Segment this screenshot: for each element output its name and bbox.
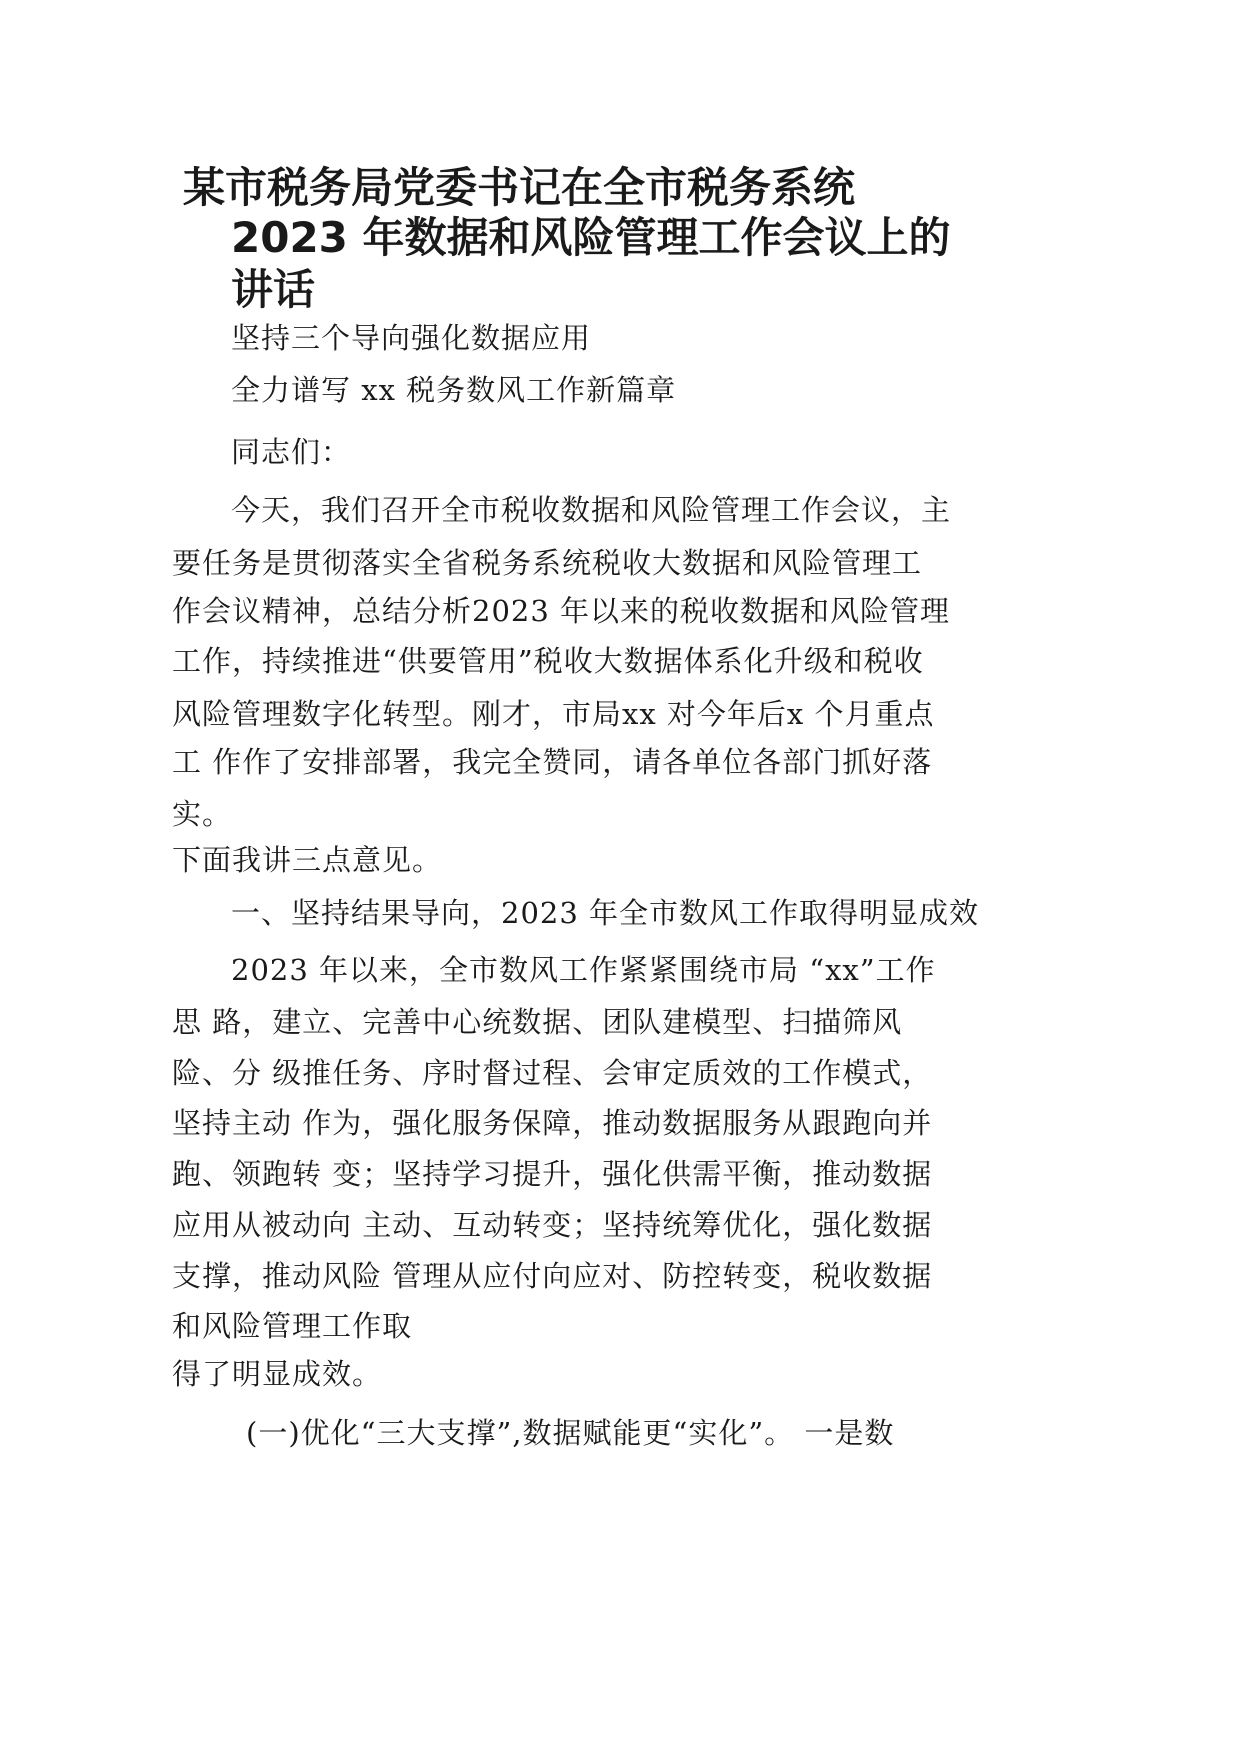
salutation: 同志们： bbox=[231, 435, 352, 469]
paragraph1-line-1: 今天，我们召开全市税收数据和风险管理工作会议，主 bbox=[231, 493, 952, 527]
subsection1-line: (一)优化“三大支撑”,数据赋能更“实化”。 一是数 bbox=[246, 1416, 895, 1450]
paragraph3-line-2: 思 路，建立、完善中心统数据、团队建模型、扫描筛风 bbox=[172, 1005, 903, 1039]
document-title-line-1: 某市税务局党委书记在全市税务系统 bbox=[183, 163, 856, 212]
paragraph3-line-3: 险、分 级推任务、序时督过程、会审定质效的工作模式， bbox=[172, 1056, 933, 1090]
paragraph3-line-8: 和风险管理工作取 bbox=[172, 1309, 413, 1343]
document-title-line-3: 讲话 bbox=[231, 265, 316, 314]
paragraph3-line-1: 2023 年以来，全市数风工作紧紧围绕市局 “xx”工作 bbox=[231, 953, 936, 987]
paragraph2: 下面我讲三点意见。 bbox=[172, 843, 443, 877]
paragraph3-line-5: 跑、领跑转 变；坚持学习提升，强化供需平衡，推动数据 bbox=[172, 1157, 933, 1191]
paragraph1-line-5: 风险管理数字化转型。刚才，市局xx 对今年后x 个月重点 bbox=[172, 697, 935, 731]
paragraph1-line-6: 工 作作了安排部署，我完全赞同，请各单位各部门抓好落 bbox=[172, 745, 933, 779]
paragraph1-line-2: 要任务是贯彻落实全省税务系统税收大数据和风险管理工 bbox=[172, 546, 923, 580]
section1-heading: 一、坚持结果导向，2023 年全市数风工作取得明显成效 bbox=[231, 896, 980, 930]
paragraph3-line-4: 坚持主动 作为，强化服务保障，推动数据服务从跟跑向并 bbox=[172, 1106, 933, 1140]
paragraph1-line-7: 实。 bbox=[172, 797, 233, 831]
subtitle-line-2: 全力谱写 xx 税务数风工作新篇章 bbox=[231, 373, 677, 407]
paragraph1-line-4: 工作，持续推进“供要管用”税收大数据体系化升级和税收 bbox=[172, 644, 924, 678]
paragraph3-line-6: 应用从被动向 主动、互动转变；坚持统筹优化，强化数据 bbox=[172, 1208, 933, 1242]
paragraph3-line-9: 得了明显成效。 bbox=[172, 1357, 383, 1391]
paragraph3-line-7: 支撑，推动风险 管理从应付向应对、防控转变，税收数据 bbox=[172, 1259, 933, 1293]
subtitle-line-1: 坚持三个导向强化数据应用 bbox=[231, 321, 592, 355]
paragraph1-line-3: 作会议精神，总结分析2023 年以来的税收数据和风险管理 bbox=[172, 594, 951, 628]
document-title-line-2: 2023 年数据和风险管理工作会议上的 bbox=[231, 213, 951, 262]
